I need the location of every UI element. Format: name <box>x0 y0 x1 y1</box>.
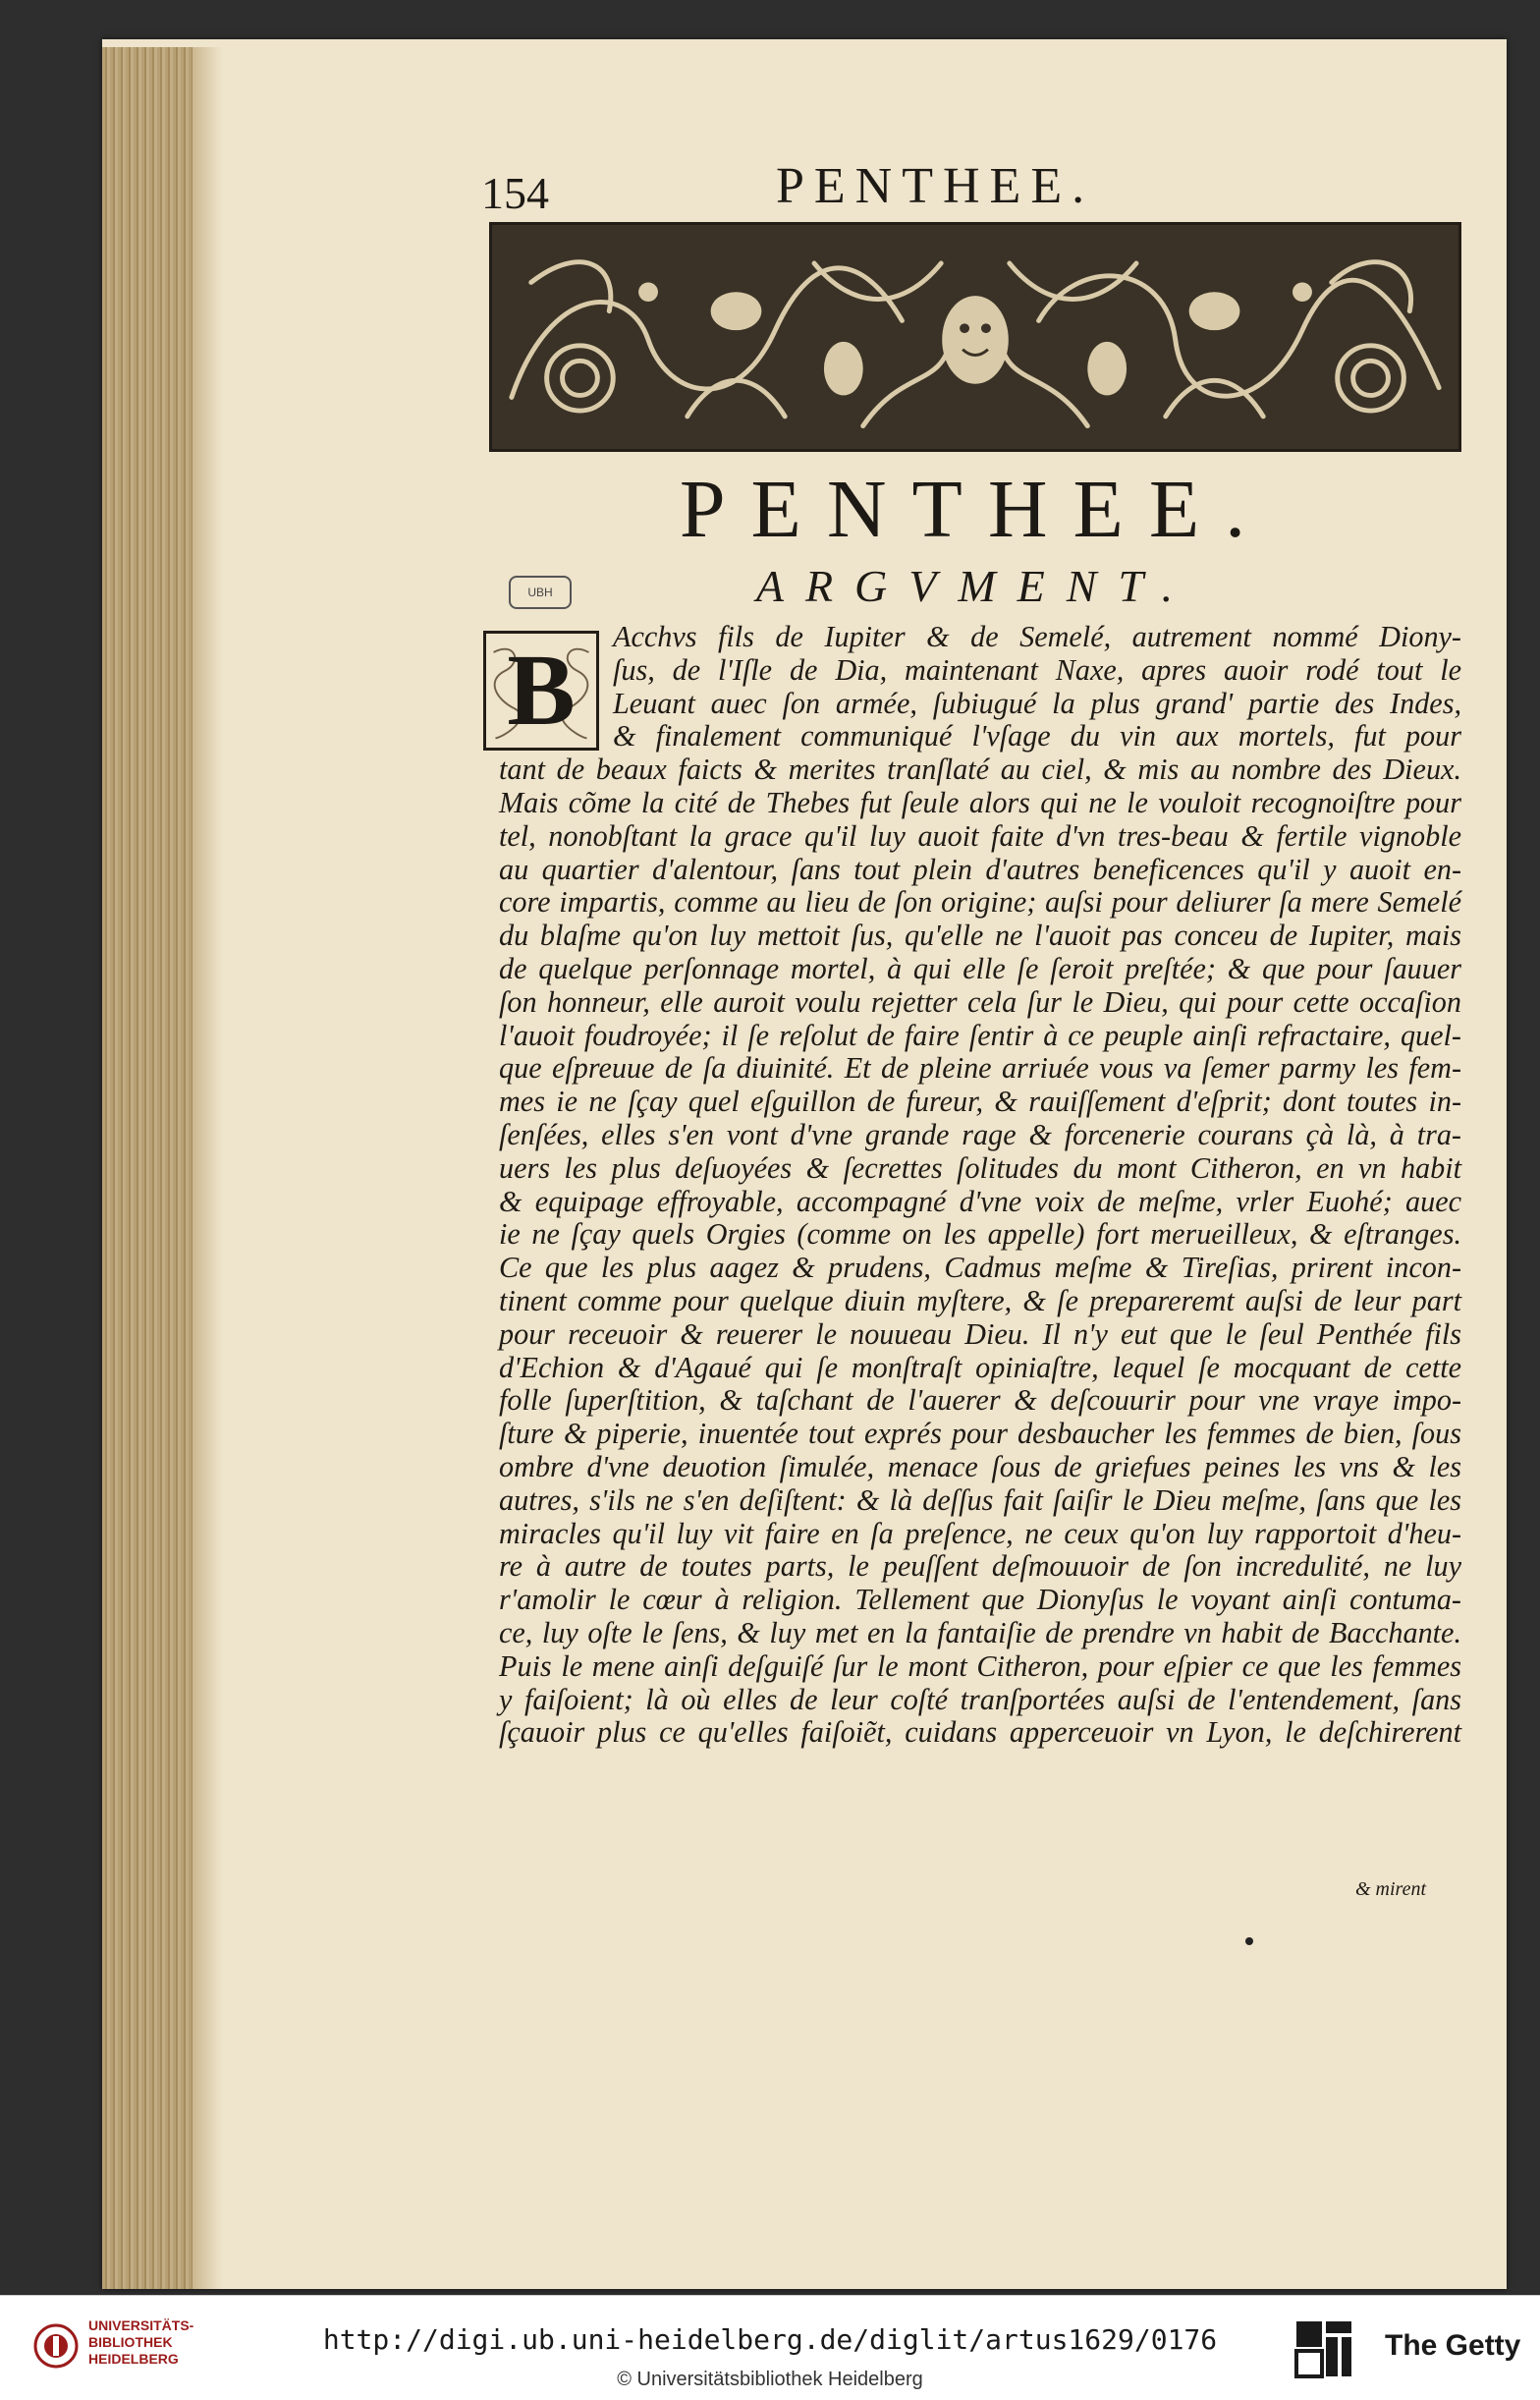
text-line: ſenſées, elles s'en vont d'vne grande rage & forcenerie courans çà là, à tra- <box>499 1117 1461 1151</box>
text-line: tant de beaux faicts & merites tranſlaté au ciel, & mis au nombre des Dieux. <box>499 753 1461 787</box>
getty-logo-icon <box>1292 2317 1355 2380</box>
text-line: Mais cõme la cité de Thebes fut ſeule alors qui ne le vouloit recognoiſtre pour <box>499 785 1461 819</box>
text-line: r'amolir le cœur à religion. Tellement que Dionyſus le voyant ainſi contuma- <box>499 1583 1461 1617</box>
ink-dot <box>1245 1937 1253 1945</box>
running-title: PENTHEE. <box>776 158 1095 214</box>
catchword: & mirent <box>1355 1878 1427 1900</box>
copyright-notice: © Universitätsbibliothek Heidelberg <box>617 2369 923 2390</box>
text-line: ſus, de l'Iſle de Dia, maintenant Naxe, apres auoir rodé tout le <box>613 652 1461 687</box>
text-line: ce, luy oſte le ſens, & luy met en la fantaiſie de prendre vn habit de Bacchante. <box>499 1615 1461 1649</box>
page-edges <box>102 47 192 2289</box>
argument-heading: ARGVMENT. <box>755 561 1195 611</box>
text-line: d'Echion & d'Agaué qui ſe monſtraſt opiniaſtre, lequel ſe mocquant de cette <box>499 1350 1461 1384</box>
ornament-pattern-icon <box>492 225 1458 449</box>
viewer-footer <box>0 2295 1540 2400</box>
text-line: core impartis, comme au lieu de ſon origine; auſsi pour deliurer ſa mere Semelé <box>499 885 1461 920</box>
institution-line: HEIDELBERG <box>88 2351 179 2367</box>
text-line: tinent comme pour quelque diuin myſtere, & ſe prepareremt auſsi de leur part <box>499 1283 1461 1317</box>
text-line: & finalement communiqué l'vſage du vin aux mortels, fut pour <box>613 719 1461 753</box>
text-line: miracles qu'il luy vit faire en ſa preſence, ne ceux qu'on luy rapportoit d'heu- <box>499 1516 1461 1550</box>
text-line: l'auoit foudroyée; il ſe reſolut de faire ſentir à ce peuple ainſi refractaire, quel- <box>499 1018 1461 1052</box>
text-line: & equipage effroyable, accompagné d'vne voix de meſme, vrler Euohé; auec <box>499 1184 1461 1218</box>
page-gutter <box>192 47 222 2289</box>
text-line: mes ie ne ſçay quel eſguillon de fureur, & rauiſſement d'eſprit; dont toutes in- <box>499 1085 1461 1119</box>
permalink-url[interactable]: http://digi.ub.uni-heidelberg.de/diglit/artus1629/0176 <box>322 2323 1218 2356</box>
text-line: ſture & piperie, inuentée tout exprés pour desbaucher les femmes de bien, ſous <box>499 1417 1461 1451</box>
text-line: ombre d'vne deuotion ſimulée, menace ſous de griefues peines les vns & les <box>499 1449 1461 1483</box>
drop-cap-letter: B <box>507 634 576 747</box>
text-line: tel, nonobſtant la grace qu'il luy auoit faite d'vn tres-beau & fertile vignoble <box>499 818 1461 853</box>
text-line: pour receuoir & reuerer le nouueau Dieu. Il n'y eut que le ſeul Penthée fils <box>499 1316 1461 1351</box>
text-line: Ce que les plus aagez & prudens, Cadmus meſme & Tireſias, prirent incon- <box>499 1251 1461 1285</box>
argument-text <box>499 621 1461 1750</box>
text-line: folle ſuperſtition, & taſchant de l'auerer & deſcouurir pour vne vraye impo- <box>499 1383 1461 1418</box>
page-number: 154 <box>481 168 549 218</box>
chapter-title: PENTHEE. <box>679 464 1272 555</box>
text-line: ſon honneur, elle auroit voulu rejetter cela ſur le Dieu, qui pour cette occaſion <box>499 984 1461 1019</box>
text-line: re à autre de toutes parts, le peuſſent deſmouuoir de ſon incredulité, ne luy <box>499 1549 1461 1584</box>
institution-line: UNIVERSITÄTS- <box>88 2317 194 2333</box>
text-line: Puis le mene ainſi deſguiſé ſur le mont Citheron, pour eſpier ce que les femmes <box>499 1648 1461 1683</box>
text-line: uers les plus deſuoyées & ſecrettes ſolitudes du mont Citheron, en vn habit <box>499 1150 1461 1185</box>
text-line: ſçauoir plus ce qu'elles faiſoiẽt, cuidans apperceuoir vn Lyon, le deſchirerent <box>499 1715 1461 1750</box>
text-line: ie ne ſçay quels Orgies (comme on les appelle) fort merueilleux, & eſtranges. <box>499 1217 1461 1252</box>
ornamental-headpiece <box>489 222 1461 452</box>
text-line: au quartier d'alentour, ſans tout plein d'autres beneficences qu'il y auoit en- <box>499 852 1461 886</box>
text-line: autres, s'ils ne s'en deſiſtent: & là deſſus fait ſaiſir le Dieu meſme, ſans que les <box>499 1482 1461 1517</box>
text-line: Leuant auec ſon armée, ſubiugué la plus grand' partie des Indes, <box>613 686 1461 720</box>
text-line: du blaſme qu'on luy mettoit ſus, qu'elle ne l'auoit pas conceu de Iupiter, mais <box>499 919 1461 953</box>
institution-line: BIBLIOTHEK <box>88 2334 173 2350</box>
text-line: que eſpreuue de ſa diuinité. Et de pleine arriuée vous va ſemer parmy les fem- <box>499 1051 1461 1086</box>
text-line: y faiſoient; là où elles de leur coſté tranſportées auſsi de l'entendement, ſans <box>499 1682 1461 1716</box>
library-stamp: UBH <box>509 576 572 609</box>
text-line: de quelque perſonnage mortel, à qui elle ſe ſeroit preſtée; & que pour ſauuer <box>499 951 1461 985</box>
text-line: Acchvs fils de Iupiter & de Semelé, autrement nommé Diony- <box>613 620 1461 653</box>
running-head <box>481 157 1463 216</box>
partner-name: The Getty <box>1385 2329 1521 2362</box>
